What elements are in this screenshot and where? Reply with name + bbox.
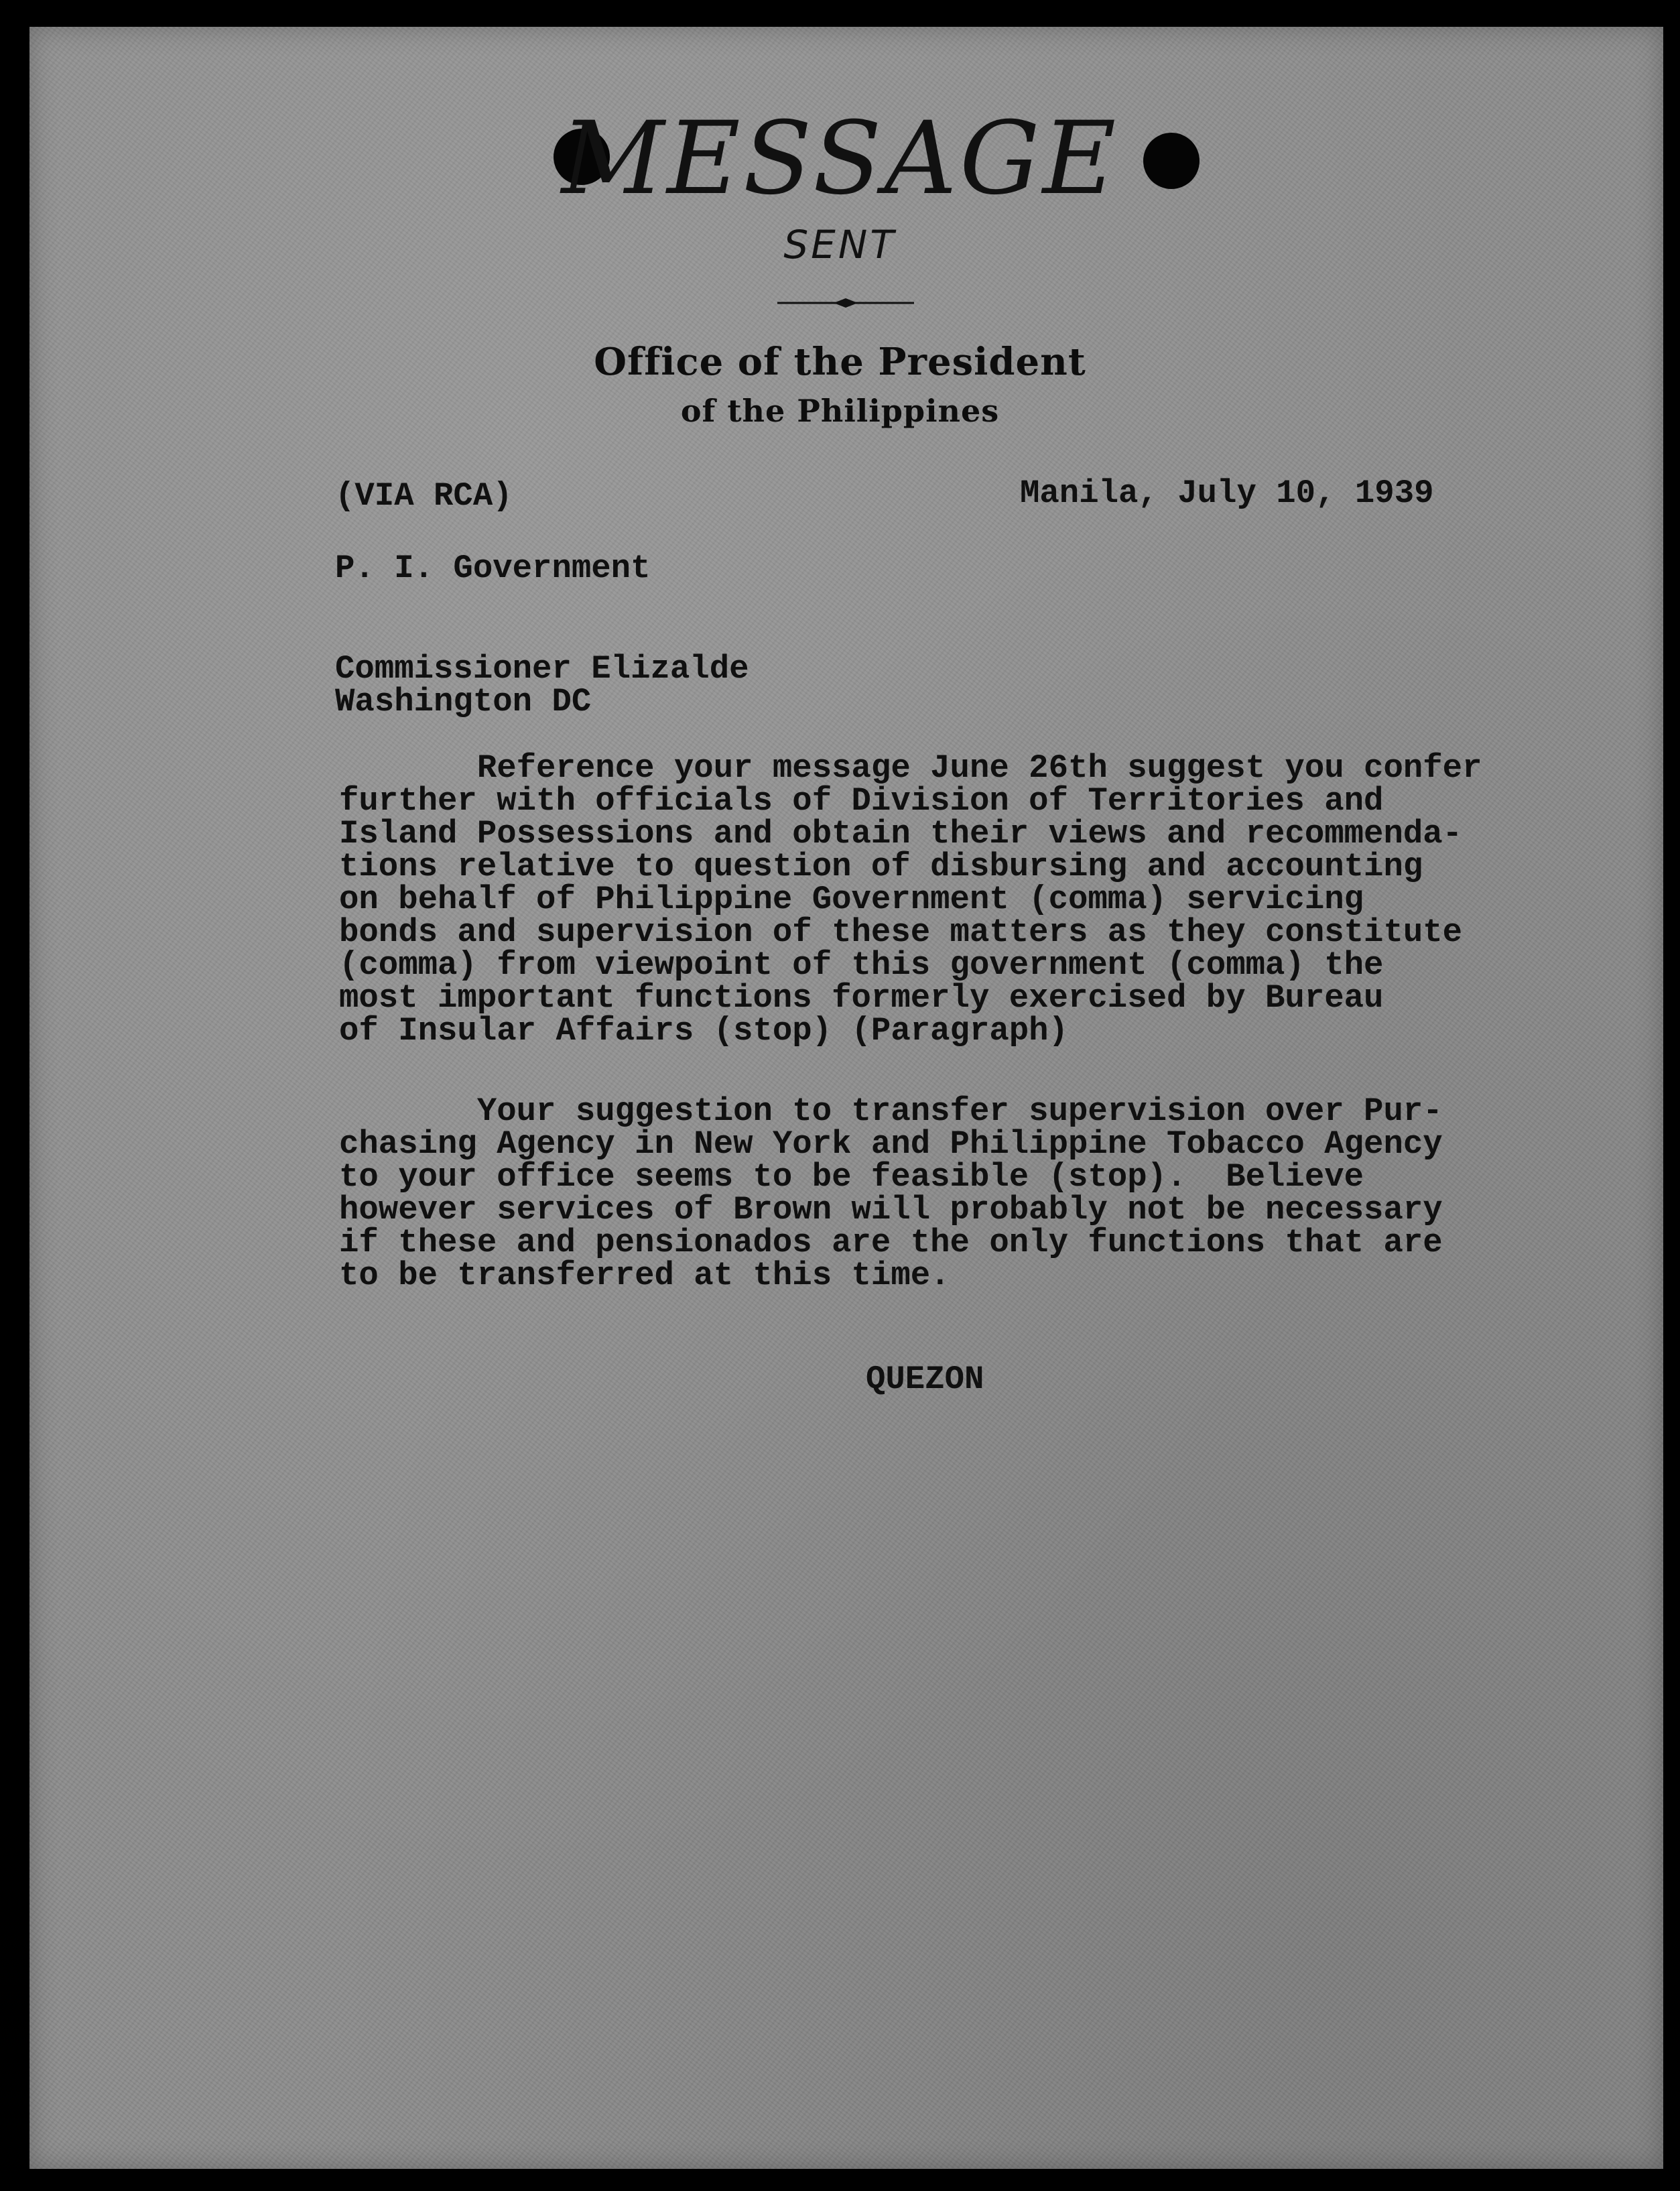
office-name-line1: Office of the President <box>594 340 1086 384</box>
divider-ornament <box>777 298 914 308</box>
addressee-block <box>335 650 749 721</box>
letterhead-title: MESSAGE <box>561 101 1119 217</box>
office-name-line2: of the Philippines <box>680 393 1000 429</box>
addressee-location: Washington DC <box>335 683 592 721</box>
letterhead-subtitle: SENT <box>783 222 897 267</box>
body-paragraph-1: Reference your message June 26th suggest you confer further with officials of Division of Territories and Island Possessions and obtain their views and recommenda- tions relative to question of disbursing and accounting on behalf of Philippine Government (comma) servicing bonds and supervision of these matters as they constitute (comma) from viewpoint of this government (comma) the most important functions formerly exercised by Bureau of Insular Affairs (stop) (Paragraph) <box>339 749 1482 1050</box>
sender-line: P. I. Government <box>335 550 651 587</box>
signature: QUEZON <box>866 1361 984 1398</box>
place-date: Manila, July 10, 1939 <box>1020 475 1434 512</box>
routing-note: (VIA RCA) <box>335 477 513 515</box>
addressee-name: Commissioner Elizalde <box>335 650 749 688</box>
body-paragraph-2: Your suggestion to transfer supervision over Pur- chasing Agency in New York and Philippine Tobacco Agency to your office seems to be feasible (stop). Believe however services of Brown will probably not be necessary if these and pensionados are the only functions that are to be transferred at this time. <box>339 1092 1443 1294</box>
